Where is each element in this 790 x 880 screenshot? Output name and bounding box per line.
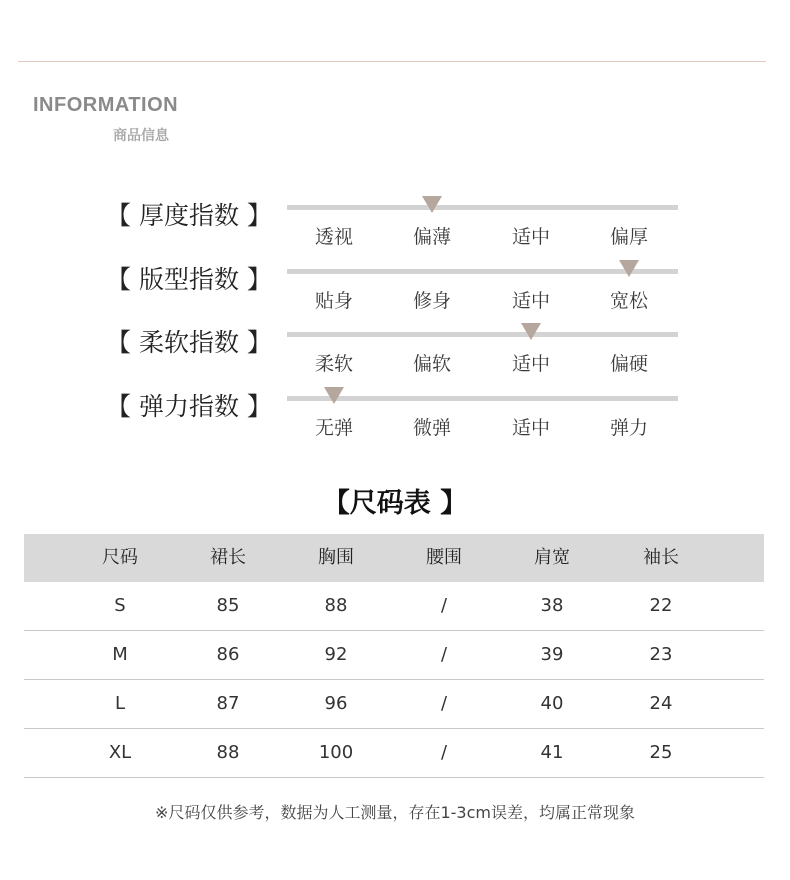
index-option: 偏软 bbox=[412, 353, 451, 375]
index-bar bbox=[287, 205, 678, 210]
top-divider bbox=[18, 61, 766, 62]
index-option: 适中 bbox=[511, 353, 550, 375]
index-label: 【 版型指数 】 bbox=[106, 265, 272, 294]
index-label: 【 柔软指数 】 bbox=[106, 328, 272, 357]
index-option: 宽松 bbox=[609, 290, 648, 312]
index-option: 偏薄 bbox=[412, 226, 451, 248]
table-cell: 41 bbox=[540, 742, 564, 763]
index-row-softness bbox=[0, 323, 790, 379]
table-cell: 87 bbox=[216, 693, 240, 714]
column-header: 尺码 bbox=[102, 547, 138, 568]
table-cell: 23 bbox=[649, 644, 673, 665]
index-bar bbox=[287, 332, 678, 337]
table-cell: / bbox=[440, 595, 448, 616]
size-table-title: 【尺码表 】 bbox=[322, 488, 468, 519]
index-label: 【 厚度指数 】 bbox=[106, 201, 272, 230]
table-cell: 88 bbox=[216, 742, 240, 763]
index-option: 贴身 bbox=[314, 290, 353, 312]
table-cell: 40 bbox=[540, 693, 564, 714]
table-cell: 92 bbox=[324, 644, 348, 665]
index-marker bbox=[521, 323, 541, 340]
index-bar bbox=[287, 396, 678, 401]
table-row bbox=[24, 680, 764, 729]
footnote: ※尺码仅供参考，数据为人工测量，存在1-3cm误差，均属正常现象 bbox=[155, 803, 635, 822]
table-header bbox=[24, 534, 764, 582]
index-option: 适中 bbox=[511, 417, 550, 439]
column-header: 腰围 bbox=[426, 547, 462, 568]
column-header: 裙长 bbox=[210, 547, 246, 568]
index-marker bbox=[324, 387, 344, 404]
info-subtitle: 商品信息 bbox=[113, 128, 169, 144]
info-title: INFORMATION bbox=[33, 94, 179, 116]
index-option: 偏硬 bbox=[609, 353, 648, 375]
index-option: 柔软 bbox=[314, 353, 353, 375]
index-option: 透视 bbox=[314, 226, 353, 248]
index-option: 无弹 bbox=[314, 417, 353, 439]
table-row bbox=[24, 631, 764, 680]
table-cell: / bbox=[440, 693, 448, 714]
table-cell: 85 bbox=[216, 595, 240, 616]
index-marker bbox=[422, 196, 442, 213]
table-cell: L bbox=[114, 693, 126, 714]
column-header: 胸围 bbox=[318, 547, 354, 568]
index-row-fit bbox=[0, 260, 790, 316]
index-option: 偏厚 bbox=[609, 226, 648, 248]
table-row bbox=[24, 729, 764, 778]
table-cell: 24 bbox=[649, 693, 673, 714]
table-cell: / bbox=[440, 644, 448, 665]
index-option: 弹力 bbox=[609, 417, 648, 439]
index-marker bbox=[619, 260, 639, 277]
table-cell: 96 bbox=[324, 693, 348, 714]
table-cell: S bbox=[114, 595, 126, 616]
index-option: 微弹 bbox=[412, 417, 451, 439]
table-cell: 25 bbox=[649, 742, 673, 763]
table-cell: 39 bbox=[540, 644, 564, 665]
size-table bbox=[24, 534, 764, 778]
index-option: 适中 bbox=[511, 290, 550, 312]
table-cell: 22 bbox=[649, 595, 673, 616]
column-header: 袖长 bbox=[643, 547, 679, 568]
table-cell: 100 bbox=[318, 742, 354, 763]
index-label: 【 弹力指数 】 bbox=[106, 392, 272, 421]
table-cell: 88 bbox=[324, 595, 348, 616]
index-option: 修身 bbox=[412, 290, 451, 312]
table-row bbox=[24, 582, 764, 631]
table-cell: XL bbox=[108, 742, 132, 763]
column-header: 肩宽 bbox=[534, 547, 570, 568]
index-row-thickness bbox=[0, 196, 790, 252]
index-row-elasticity bbox=[0, 387, 790, 443]
table-cell: 86 bbox=[216, 644, 240, 665]
table-cell: M bbox=[112, 644, 128, 665]
index-option: 适中 bbox=[511, 226, 550, 248]
table-cell: / bbox=[440, 742, 448, 763]
table-cell: 38 bbox=[540, 595, 564, 616]
